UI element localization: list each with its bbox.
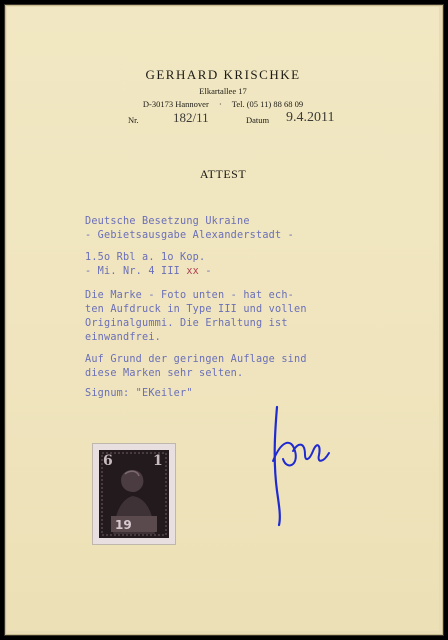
para1-line-4: einwandfrei. [85, 332, 162, 343]
stamp-image [99, 450, 169, 538]
stamp-photo [99, 450, 169, 538]
para2-line-1: Auf Grund der geringen Auflage sind [85, 354, 307, 365]
signum-line: Signum: "EKeiler" [85, 388, 193, 399]
date-label: Datum [246, 115, 270, 125]
body-line-4 [85, 266, 212, 277]
mint-mark: xx [186, 266, 200, 277]
para2-line-2: diese Marken sehr selten. [85, 368, 244, 379]
para1-line-1: Die Marke - Foto unten - hat ech- [85, 290, 295, 301]
body-line-1: Deutsche Besetzung Ukraine [85, 216, 250, 227]
catalog-suffix: - [199, 266, 212, 277]
certificate-paper [7, 7, 439, 631]
handwritten-signature [269, 401, 339, 529]
catalog-number: - Mi. Nr. 4 III [85, 266, 187, 277]
body-line-3: 1.5o Rbl a. 1o Kop. [85, 252, 206, 263]
document-title: ATTEST [199, 167, 247, 181]
issuer-contact: D-30173 Hannover · Tel. (05 11) 88 68 09 [142, 99, 304, 109]
svg-text:1: 1 [153, 453, 163, 469]
para1-line-2: ten Aufdruck in Type III und vollen [85, 304, 307, 315]
issuer-phone: Tel. (05 11) 88 68 09 [231, 99, 304, 109]
issuer-city: D-30173 Hannover [142, 99, 209, 109]
issuer-name: GERHARD KRISCHKE [145, 67, 301, 82]
svg-text:19: 19 [115, 518, 132, 532]
svg-text:6: 6 [103, 453, 113, 469]
certificate-date: 9.4.2011 [286, 110, 335, 125]
para1-line-3: Originalgummi. Die Erhaltung ist [85, 318, 288, 329]
body-line-2: - Gebietsausgabe Alexanderstadt - [85, 230, 295, 241]
certificate-number: 182/11 [173, 110, 209, 125]
issuer-street: Elkartallee 17 [199, 86, 247, 96]
number-label: Nr. [128, 115, 139, 125]
